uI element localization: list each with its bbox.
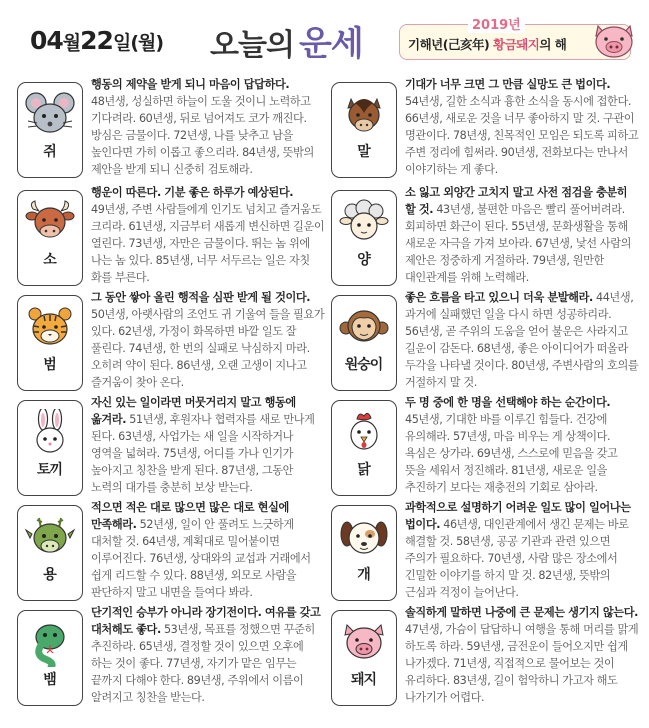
fortune-body: 47년생, 가슴이 답답하니 여행을 통해 머리를 맑게 하도록 하라. 59년생, 금전운이 들어오지만 쉽게 나가겠다. 71년생, 직접적으로 물어보는 것이 유리하다. 83년생, 길이 험악하니 가고자 해도 나가기가 어렵다. bbox=[405, 623, 639, 704]
banner-highlight: 황금돼지 bbox=[493, 37, 540, 52]
fortune-lead: 두 명 중에 한 명을 선택해야 하는 순간이다. bbox=[405, 396, 611, 409]
animal-name: 원숭이 bbox=[344, 357, 383, 373]
zodiac-card bbox=[17, 295, 83, 391]
banner-text bbox=[408, 35, 566, 53]
zodiac-entry-dog bbox=[331, 499, 641, 604]
fortune-body: 48년생, 성실하면 하늘이 도울 것이니 노력하고 기다려라. 60년생, 뒤로 넘어져도 코가 깨진다. 방심은 금물이다. 72년생, 나를 낮추고 남을 높인다면 가히 이롭고 좋으리라. 84년생, 뜻밖의 제안을 받게 되니 신중히 검토해라. bbox=[91, 95, 314, 176]
zodiac-card bbox=[331, 505, 397, 601]
fortune-body: 53년생, 목표를 정했으면 꾸준히 추진하라. 65년생, 결정할 것이 있으면 오후에 하는 것이 좋다. 77년생, 자기가 맡은 임무는 끝까지 다해야 한다. 89년생, 주위에서 이름이 알려지고 칭찬을 받는다. bbox=[91, 623, 315, 704]
zodiac-entry-tiger bbox=[17, 289, 327, 394]
zodiac-entry-rabbit bbox=[17, 394, 327, 499]
fortune-body: 43년생, 불편한 마음은 빨리 풀어버려라. 회피하면 화근이 된다. 55년생, 문화생활을 통해 새로운 자극을 가져 보아라. 67년생, 낯선 사람의 제안은 정중하게 거절하라. 79년생, 원만한 대인관계를 위해 노력해라. bbox=[405, 203, 632, 284]
fortune-lead: 행동의 제약을 받게 되니 마음이 답답하다. bbox=[91, 78, 290, 91]
dog-icon bbox=[337, 514, 391, 562]
date-label bbox=[30, 26, 163, 55]
animal-name: 양 bbox=[357, 252, 370, 268]
fortune-text bbox=[91, 76, 327, 178]
zodiac-card bbox=[17, 505, 83, 601]
zodiac-entry-pig bbox=[331, 604, 641, 709]
rooster-icon bbox=[337, 409, 391, 457]
sheep-icon bbox=[337, 199, 391, 247]
animal-name: 토끼 bbox=[36, 462, 63, 478]
fortune-lead: 과학적으로 설명하기 어려운 일도 많이 일어나는 법이다. bbox=[405, 501, 631, 531]
dragon-icon bbox=[23, 514, 77, 562]
zodiac-card bbox=[331, 400, 397, 496]
fortune-lead: 단기적인 승부가 아니라 장기전이다. 여유를 갖고 대처해도 좋다. bbox=[91, 606, 321, 636]
year-badge: 2019년 bbox=[468, 14, 525, 33]
animal-name: 닭 bbox=[357, 462, 370, 478]
zodiac-entry-ox bbox=[17, 184, 327, 289]
fortune-body: 50년생, 아랫사람의 조언도 귀 기울여 들을 필요가 있다. 62년생, 가정이 화목하면 바깥 일도 잘 풀린다. 74년생, 한 번의 실패로 낙심하지 마라. 오히려 약이 된다. 86년생, 오랜 고생이 지나고 즐거움이 찾아 온다. bbox=[91, 308, 325, 389]
horse-icon bbox=[337, 91, 391, 139]
zodiac-card bbox=[331, 82, 397, 178]
fortune-text bbox=[405, 604, 641, 706]
rat-icon bbox=[23, 91, 77, 139]
fortune-body: 46년생, 대인관계에서 생긴 문제는 바로 해결할 것. 58년생, 공공 기관과 관련 있으면 주의가 필요하다. 70년생, 사람 많은 장소에서 긴밀한 이야기를 하지 말 것. 82년생, 뜻밖의 근심과 걱정이 늘어난다. bbox=[405, 518, 629, 599]
monkey-icon bbox=[337, 304, 391, 352]
zodiac-entry-dragon bbox=[17, 499, 327, 604]
banner-suffix: 의 해 bbox=[539, 37, 567, 52]
fortune-text bbox=[91, 394, 327, 496]
rabbit-icon bbox=[23, 409, 77, 457]
fortune-lead: 기대가 너무 크면 그 만큼 실망도 큰 법이다. bbox=[405, 78, 611, 91]
ox-icon bbox=[23, 199, 77, 247]
banner-prefix: 기해년(己亥年) bbox=[408, 37, 494, 52]
fortune-body: 44년생, 과거에 실패했던 일을 다시 하면 성공하리라. 56년생, 곧 주위의 도움을 얻어 불운은 사라지고 길운이 감돈다. 68년생, 좋은 아이디어가 떠올라 두각을 나타낼 것이다. 80년생, 주변사람의 호의를 거절하지 말 것. bbox=[405, 291, 639, 389]
page-title bbox=[210, 16, 363, 65]
pig-head-icon bbox=[590, 20, 638, 64]
fortune-lead: 솔직하게 말하면 나중에 큰 문제는 생기지 않는다. bbox=[405, 606, 638, 619]
fortune-body: 45년생, 기대한 바를 이루긴 힘들다. 건강에 유의해라. 57년생, 마음 비우는 게 상책이다. 욕심은 상가라. 69년생, 스스로에 믿음을 갖고 뜻을 세워서 정진해라. 81년생, 새로운 일을 추진하기 보다는 재충전의 기회로 삼아라. bbox=[405, 413, 618, 494]
fortune-lead: 좋은 흐름을 타고 있으니 더욱 분발해라. bbox=[405, 291, 593, 304]
zodiac-entry-rat bbox=[17, 76, 327, 181]
zodiac-card bbox=[17, 610, 83, 706]
fortune-body: 49년생, 주변 사람들에게 인기도 넘치고 즐거움도 크리라. 61년생, 지금부터 새롭게 변신하면 길운이 열린다. 73년생, 자만은 금물이다. 뛰는 놈 위에 나는 놈 있다. 85년생, 너무 서두르는 일은 자칫 화를 부른다. bbox=[91, 203, 325, 284]
animal-name: 쥐 bbox=[43, 144, 56, 160]
fortune-text bbox=[91, 499, 327, 601]
date-day: 22 bbox=[80, 26, 113, 55]
fortune-lead: 자신 있는 일이라면 머뭇거리지 말고 행동에 옮겨라. bbox=[91, 396, 296, 426]
animal-name: 돼지 bbox=[350, 672, 377, 688]
page-header bbox=[0, 0, 649, 62]
fortune-text bbox=[405, 289, 641, 391]
date-month: 04 bbox=[30, 26, 63, 55]
fortune-lead: 소 잃고 외양간 고치지 말고 사전 점검을 충분히 할 것. bbox=[405, 186, 628, 216]
fortune-text bbox=[91, 604, 327, 706]
fortune-text bbox=[405, 394, 641, 496]
animal-name: 소 bbox=[43, 252, 56, 268]
fortune-text bbox=[405, 184, 641, 286]
fortune-body: 54년생, 길한 소식과 흉한 소식을 동시에 접한다. 66년생, 새로운 것을 너무 좋아하지 말 것. 구관이 명관이다. 78년생, 친목적인 모임은 되도록 피하고 주변 정리에 힘써라. 90년생, 전화보다는 만나서 이야기하는 게 좋다. bbox=[405, 95, 639, 176]
zodiac-card bbox=[331, 295, 397, 391]
fortune-text bbox=[405, 499, 641, 601]
zodiac-card bbox=[17, 190, 83, 286]
zodiac-entry-sheep bbox=[331, 184, 641, 289]
zodiac-entry-monkey bbox=[331, 289, 641, 394]
fortune-text bbox=[91, 184, 327, 286]
fortune-body: 51년생, 후원자나 협력자를 새로 만나게 된다. 63년생, 사업가는 새 일을 시작하거나 영역을 넓혀라. 75년생, 어디를 가나 인기가 높아지고 칭찬을 받게 된다. 87년생, 그동안 노력의 대가를 충분히 보상 받는다. bbox=[91, 413, 315, 494]
zodiac-entry-horse bbox=[331, 76, 641, 181]
zodiac-entry-snake bbox=[17, 604, 327, 709]
fortune-text bbox=[405, 76, 641, 178]
zodiac-card bbox=[17, 400, 83, 496]
date-month-unit: 월 bbox=[62, 32, 81, 54]
zodiac-card bbox=[331, 190, 397, 286]
fortune-body: 52년생, 일이 안 풀려도 느긋하게 대처할 것. 64년생, 계획대로 밀어붙이면 이루어진다. 76년생, 상대와의 교섭과 거래에서 쉽게 리드할 수 있다. 88년생, 외모로 사람을 판단하지 말고 내면을 들여다 봐라. bbox=[91, 518, 311, 599]
animal-name: 말 bbox=[357, 144, 370, 160]
fortune-lead: 적으면 적은 대로 많으면 많은 대로 현실에 만족해라. bbox=[91, 501, 289, 531]
date-weekday: (월) bbox=[130, 32, 164, 54]
fortune-lead: 행운이 따른다. 기분 좋은 하루가 예상된다. bbox=[91, 186, 294, 199]
animal-name: 뱀 bbox=[43, 672, 56, 688]
zodiac-card bbox=[17, 82, 83, 178]
animal-name: 용 bbox=[43, 567, 56, 583]
snake-icon bbox=[23, 619, 77, 667]
title-prefix: 오늘의 bbox=[210, 28, 294, 63]
animal-name: 개 bbox=[357, 567, 370, 583]
pig-icon bbox=[337, 619, 391, 667]
zodiac-entry-rooster bbox=[331, 394, 641, 499]
fortune-lead: 그 동안 쌓아 올린 행적을 심판 받게 될 것이다. bbox=[91, 291, 311, 304]
tiger-icon bbox=[23, 304, 77, 352]
fortune-text bbox=[91, 289, 327, 391]
zodiac-card bbox=[331, 610, 397, 706]
animal-name: 범 bbox=[43, 357, 56, 373]
date-day-unit: 일 bbox=[112, 32, 131, 54]
title-main: 운세 bbox=[299, 24, 363, 64]
